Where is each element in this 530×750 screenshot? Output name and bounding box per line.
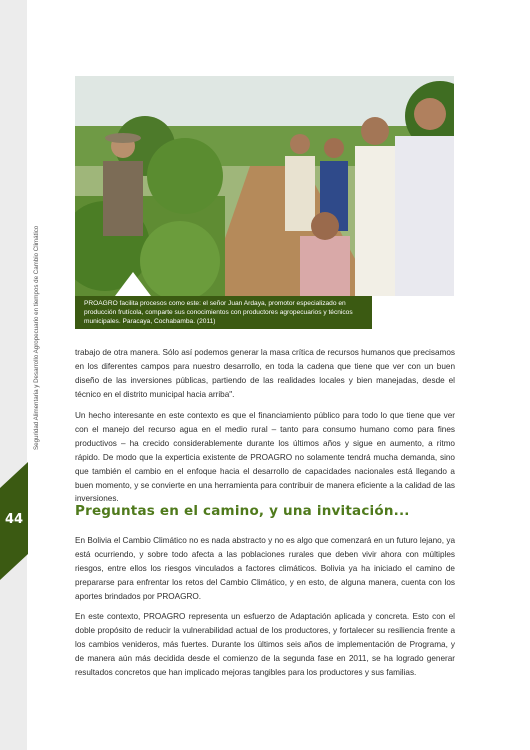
photo-caption: PROAGRO facilita procesos como este: el señor Juan Ardaya, promotor especializado en producción frutícola, comparte sus conocimientos con productores agropecuarios y técnicos municipales. Paracaya, Cochabamba. (2011) (75, 296, 372, 329)
paragraph: En Bolivia el Cambio Climático no es nada abstracto y no es algo que comenzará en un futuro lejano, ya está ocurriendo, y sobre todo afecta a las poblaciones rurales que deben vivir ahora con múltiples riesgos, entre ellos los riesgos vinculados a factores climáticos. Bolivia ya ha iniciado el camino de prepararse para enfrentar los retos del Cambio Climático, y en esto, de alguna manera, cuenta con los aportes brindados por PROAGRO. (75, 536, 455, 601)
paragraph: Un hecho interesante en este contexto es que el financiamiento público para todo lo que tiene que ver con el manejo del recurso agua en el medio rural – tanto para consumo humano como para fines productivos – ha crecido considerablemente durante los últimos años y sigue en aumento, a ritmo rápido. De modo que la experticia existente de PROAGRO no solamente tendrá mucha demanda, sino que también el cambio en el enfoque hacia el desarrollo de capacidades nacionales está llegando a buen momento, y se convierte en una herramienta para contribuir de manera eficiente a la calidad de las inversiones. (75, 411, 455, 504)
field-visit-photo (75, 76, 454, 296)
left-margin-band (0, 0, 27, 750)
section-heading: Preguntas en el camino, y una invitación... (75, 503, 410, 519)
paragraph: En este contexto, PROAGRO representa un esfuerzo de Adaptación aplicada y concreta. Esto con el doble propósito de reducir la vulnerabilidad actual de los productores, y fortalecer su resiliencia frente a los cambios venideros, más fuertes. Durante los últimos seis años de implementación de Programa, y de manera aún más decidida desde el comienzo de la segunda fase en 2011, se ha logrado generar resultados concretos que han implicado mejoras tangibles para los productores y sus familias. (75, 612, 455, 677)
page-number: 44 (4, 512, 24, 527)
paragraph: trabajo de otra manera. Sólo así podemos generar la masa crítica de recursos humanos que precisamos en los diferentes campos para nuestro desarrollo, en toda la cadena que tiene que ver con un buen diseño de las inversiones públicas, partiendo de las realidades locales y bien manejadas, desde el técnico en el distrito municipal hacia arriba". (75, 348, 455, 399)
running-title: Seguridad Alimentaria y Desarrollo Agropecuario en tiempos de Cambio Climático (33, 225, 40, 450)
